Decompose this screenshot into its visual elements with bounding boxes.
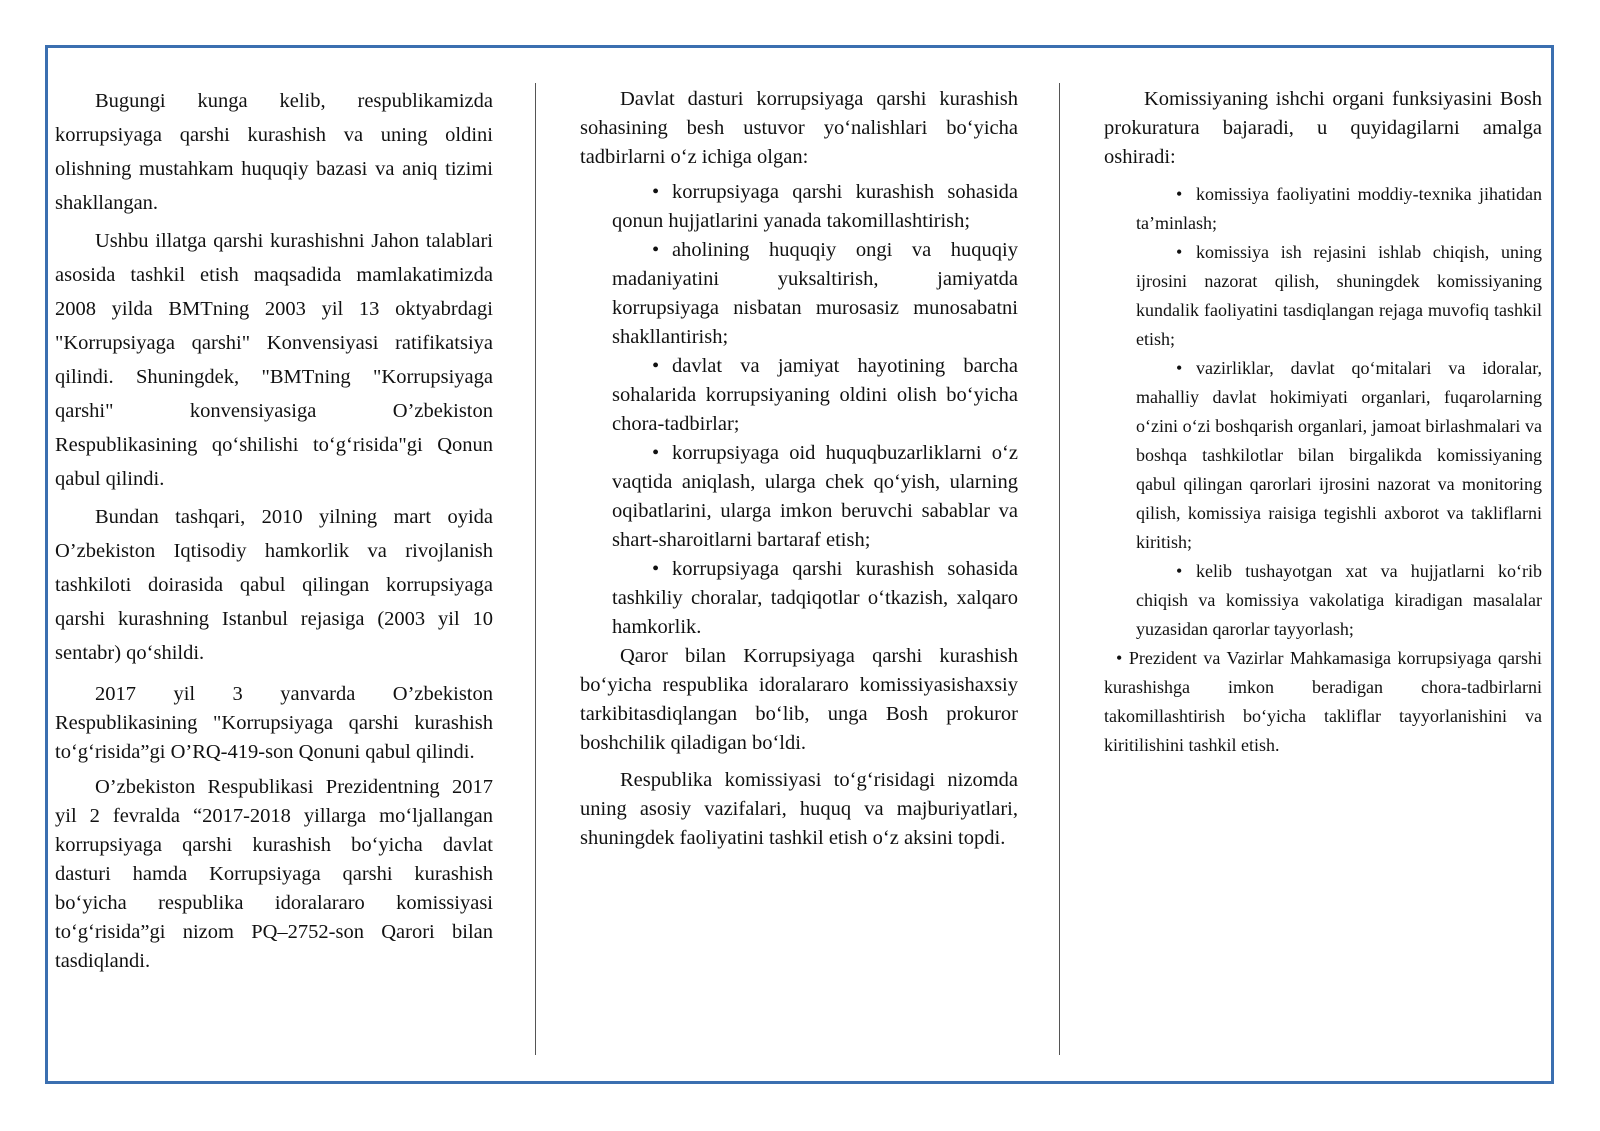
- bullet-icon: •: [652, 558, 660, 580]
- list-item: [1104, 180, 1542, 238]
- list-item-text: komissiya ish rejasini ishlab chiqish, uning ijrosini nazorat qilish, shuningdek komissiyaning kundalik faoliyatini tasdiqlangan rejaga muvofiq tashkil etish;: [1136, 242, 1542, 349]
- priority-list: [580, 178, 1018, 642]
- bullet-icon: •: [1176, 561, 1183, 581]
- list-item: [1104, 354, 1542, 557]
- list-item-text: komissiya faoliyatini moddiy-texnika jihatidan ta’minlash;: [1136, 184, 1542, 233]
- list-item-text: vazirliklar, davlat qo‘mitalari va idoralar, mahalliy davlat hokimiyati organlari, fuqarolarning o‘zini o‘zi boshqarish organlari, jamoat birlashmalari va boshqa tashkilotlar bilan birgalikda komissiyaning qabul qilingan qarorlari ijrosini nazorat va monitoring qilish, komissiya raisiga tegishli axborot va takliflarni kiritish;: [1136, 358, 1542, 552]
- paragraph-convention: Ushbu illatga qarshi kurashishni Jahon talablari asosida tashkil etish maqsadida mamlakatimizda 2008 yilda BMTning 2003 yil 13 oktyabrdagi "Korrupsiyaga qarshi" Konvensiyasi ratifikatsiya qilindi. Shuningdek, "BMTning "Korrupsiyaga qarshi" konvensiyasiga O’zbekiston Respublikasining qo‘shilishi to‘g‘risida"gi Qonun qabul qilindi.: [55, 230, 493, 490]
- list-item: [580, 439, 1018, 555]
- column-right: [1104, 85, 1542, 760]
- functions-list: [1104, 180, 1542, 644]
- paragraph-intro: Bugungi kunga kelib, respublikamizda korrupsiyaga qarshi kurashish va uning oldini olishning mustahkam huquqiy bazasi va aniq tizimi shakllangan.: [55, 90, 493, 214]
- paragraph-law-419: 2017 yil 3 yanvarda O’zbekiston Respublikasining "Korrupsiyaga qarshi kurashish to‘g‘risida”gi O’RQ-419-son Qonuni qabul qilindi.: [55, 683, 493, 763]
- bullet-icon: •: [1116, 648, 1123, 668]
- bullet-icon: •: [1176, 184, 1183, 204]
- bullet-icon: •: [1176, 242, 1183, 262]
- list-item: [1104, 238, 1542, 354]
- paragraph-program-intro: Davlat dasturi korrupsiyaga qarshi kurashish sohasining besh ustuvor yo‘nalishlari bo‘yicha tadbirlarni o‘z ichiga olgan:: [580, 88, 1018, 168]
- column-middle: [580, 85, 1018, 853]
- paragraph-decree-2752: O’zbekiston Respublikasi Prezidentning 2017 yil 2 fevralda “2017-2018 yillarga mo‘ljallangan korrupsiyaga qarshi kurashish bo‘yicha davlat dasturi hamda Korrupsiyaga qarshi kurashish bo‘yicha respublika idoralararo komissiyasi to‘g‘risida”gi nizom PQ–2752-son Qarori bilan tasdiqlandi.: [55, 776, 493, 972]
- list-item: [580, 178, 1018, 236]
- list-item-text: aholining huquqiy ongi va huquqiy madaniyatini yuksaltirish, jamiyatda korrupsiyaga nisbatan murosasiz munosabatni shakllantirish;: [612, 239, 1018, 348]
- list-item-text: davlat va jamiyat hayotining barcha sohalarida korrupsiyaning oldini olish bo‘yicha chora-tadbirlar;: [612, 355, 1018, 435]
- list-item-text: korrupsiyaga qarshi kurashish sohasida tashkiliy choralar, tadqiqotlar o‘tkazish, xalqaro hamkorlik.: [612, 558, 1018, 638]
- paragraph-istanbul-plan: Bundan tashqari, 2010 yilning mart oyida O’zbekiston Iqtisodiy hamkorlik va rivojlanish tashkiloti doirasida qabul qilingan korrupsiyaga qarshi kurashning Istanbul rejasiga (2003 yil 10 sentabr) qo‘shildi.: [55, 506, 493, 664]
- list-item-text: Prezident va Vazirlar Mahkamasiga korrupsiyaga qarshi kurashishga imkon beradigan chora-tadbirlarni takomillashtirish bo‘yicha takliflar tayyorlanishini va kiritilishini tashkil etish.: [1104, 648, 1543, 755]
- list-item: [580, 236, 1018, 352]
- list-item-text: korrupsiyaga oid huquqbuzarliklarni o‘z vaqtida aniqlash, ularga chek qo‘yish, ularning oqibatlarini, ularga imkon beruvchi sabablar va shart-sharoitlarni bartaraf etish;: [612, 442, 1018, 551]
- column-divider-right: [1059, 83, 1060, 1055]
- list-item: [580, 555, 1018, 642]
- bullet-icon: •: [652, 355, 660, 377]
- column-left: [55, 84, 493, 976]
- paragraph-working-body-intro: Komissiyaning ishchi organi funksiyasini Bosh prokuratura bajaradi, u quyidagilarni amalga oshiradi:: [1104, 88, 1542, 168]
- paragraph-commission-composition: Qaror bilan Korrupsiyaga qarshi kurashish bo‘yicha respublika idoralararo komissiyasishaxsiy tarkibitasdiqlangan bo‘lib, unga Bosh prokuror boshchilik qiladigan bo‘ldi.: [580, 645, 1018, 754]
- bullet-icon: •: [652, 239, 660, 261]
- bullet-icon: •: [652, 181, 660, 203]
- list-item-text: kelib tushayotgan xat va hujjatlarni ko‘rib chiqish va komissiya vakolatiga kiradigan masalalar yuzasidan qarorlar tayyorlash;: [1136, 561, 1542, 639]
- list-item-text: korrupsiyaga qarshi kurashish sohasida qonun hujjatlarini yanada takomillashtirish;: [612, 181, 1018, 232]
- column-divider-left: [535, 83, 536, 1055]
- list-item: [1104, 557, 1542, 644]
- bullet-icon: •: [1176, 358, 1183, 378]
- bullet-icon: •: [652, 442, 660, 464]
- paragraph-commission-regulation: Respublika komissiyasi to‘g‘risidagi nizomda uning asosiy vazifalari, huquq va majburiyatlari, shuningdek faoliyatini tashkil etish o‘z aksini topdi.: [580, 769, 1018, 849]
- list-item-last: [1104, 644, 1542, 760]
- list-item: [580, 352, 1018, 439]
